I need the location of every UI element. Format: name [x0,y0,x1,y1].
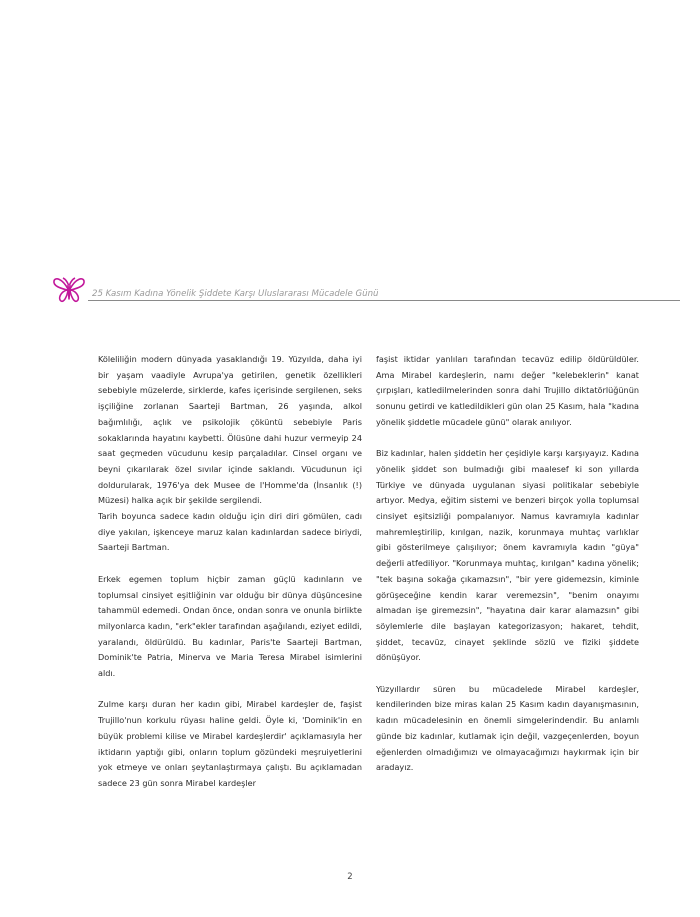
paragraph: Köleliliğin modern dünyada yasaklandığı 19. Yüzyılda, daha iyi bir yaşam vaadiyle Avrupa'ya getirilen, genetik özellikleri sebebiyle müzelerde, sirklerde, kafes içerisinde sergilenen, seks işçiliğine zorlanan Saarteji Bartman, 26 yaşında, alkol bağımlılığı, açlık ve psikolojik çöküntü sebebiyle Paris sokaklarında hayatını kaybetti. Ölüsüne dahi huzur vermeyip 24 saat geçmeden vücudunu kesip parçaladılar. Cinsel organı ve beyni çıkarılarak özel sıvılar içinde saklandı. Vücudunun içi doldurularak, 1976'ya dek Musee de l'Homme'da (İnsanlık (!) Müzesi) halka açık bir şekilde sergilendi. [98,354,362,506]
right-column [376,352,639,792]
page-number: 2 [347,872,353,882]
left-column [98,352,362,807]
paragraph: Biz kadınlar, halen şiddetin her çeşidiyle karşı karşıyayız. Kadına yönelik şiddet son bulmadığı gibi maalesef ki son yıllarda Türkiye ve dünyada uygulanan siyasi politikalar sebebiyle artıyor. Medya, eğitim sistemi ve benzeri birçok yolla toplumsal cinsiyet eşitsizliği pompalanıyor. Namus kavramıyla kadınlar mahremleştirilip, kırılgan, nazik, korunmaya muhtaç varlıklar gibi gösterilmeye çalışılıyor; önem kavramıyla kadın "güya" değerli atfediliyor. "Korunmaya muhtaç, kırılgan" kadına yönelik; "tek başına sokağa çıkamazsın", "bir yere gidemezsin, kiminle görüşeceğine kendin karar veremezsin", "benim onayımı almadan işe giremezsin", "hayatına dair karar alamazsın" gibi söylemlerle dile başlayan kategorizasyon; hakaret, tehdit, şiddet, tecavüz, cinayet şeklinde sözlü ve fiziki şiddete dönüşüyor. [376,448,639,663]
header-divider [88,300,680,301]
paragraph: faşist iktidar yanlıları tarafından tecavüz edilip öldürüldüler. Ama Mirabel kardeşlerin, namı değer "kelebeklerin" kanat çırpışları, katledilmelerinden sonra dahi Trujillo diktatörlüğünün sonunu getirdi ve katledildikleri gün olan 25 Kasım, hala "kadına yönelik şiddetle mücadele günü" olarak anılıyor. [376,354,639,427]
page-header [52,272,680,306]
header-title: 25 Kasım Kadına Yönelik Şiddete Karşı Uluslararası Mücadele Günü [92,289,379,299]
paragraph: Erkek egemen toplum hiçbir zaman güçlü kadınların ve toplumsal cinsiyet eşitliğinin var olduğu bir dünya düşüncesine tahammül edemedi. Ondan önce, ondan sonra ve onunla birlikte milyonlarca kadın, "erk"ekler tarafından aşağılandı, eziyet edildi, yaralandı, öldürüldü. Bu kadınlar, Paris'te Saarteji Bartman, Dominik'te Patria, Minerva ve Maria Teresa Mirabel isimlerini aldı. [98,573,362,679]
butterfly-icon [52,272,86,306]
paragraph: Tarih boyunca sadece kadın olduğu için diri diri gömülen, cadı diye yakılan, işkenceye maruz kalan kadınlardan sadece biriydi, Saarteji Bartman. [98,511,362,553]
paragraph: Zulme karşı duran her kadın gibi, Mirabel kardeşler de, faşist Trujillo'nun korkulu rüyası haline geldi. Öyle ki, 'Dominik'in en büyük problemi kilise ve Mirabel kardeşlerdir' açıklamasıyla her iktidarın yaptığı gibi, onların toplum gözündeki meşruiyetlerini yok etmeye ve onları şeytanlaştırmaya çalıştı. Bu açıklamadan sadece 23 gün sonra Mirabel kardeşler [98,699,362,788]
paragraph: Yüzyıllardır süren bu mücadelede Mirabel kardeşler, kendilerinden bize miras kalan 25 Kasım kadın dayanışmasının, kadın mücadelesinin en önemli simgelerindendir. Bu anlamlı günde biz kadınlar, kutlamak için değil, vazgeçenlerden, boyun eğenlerden olmadığımızı ve olmayacağımızı haykırmak için bir aradayız. [376,683,639,773]
